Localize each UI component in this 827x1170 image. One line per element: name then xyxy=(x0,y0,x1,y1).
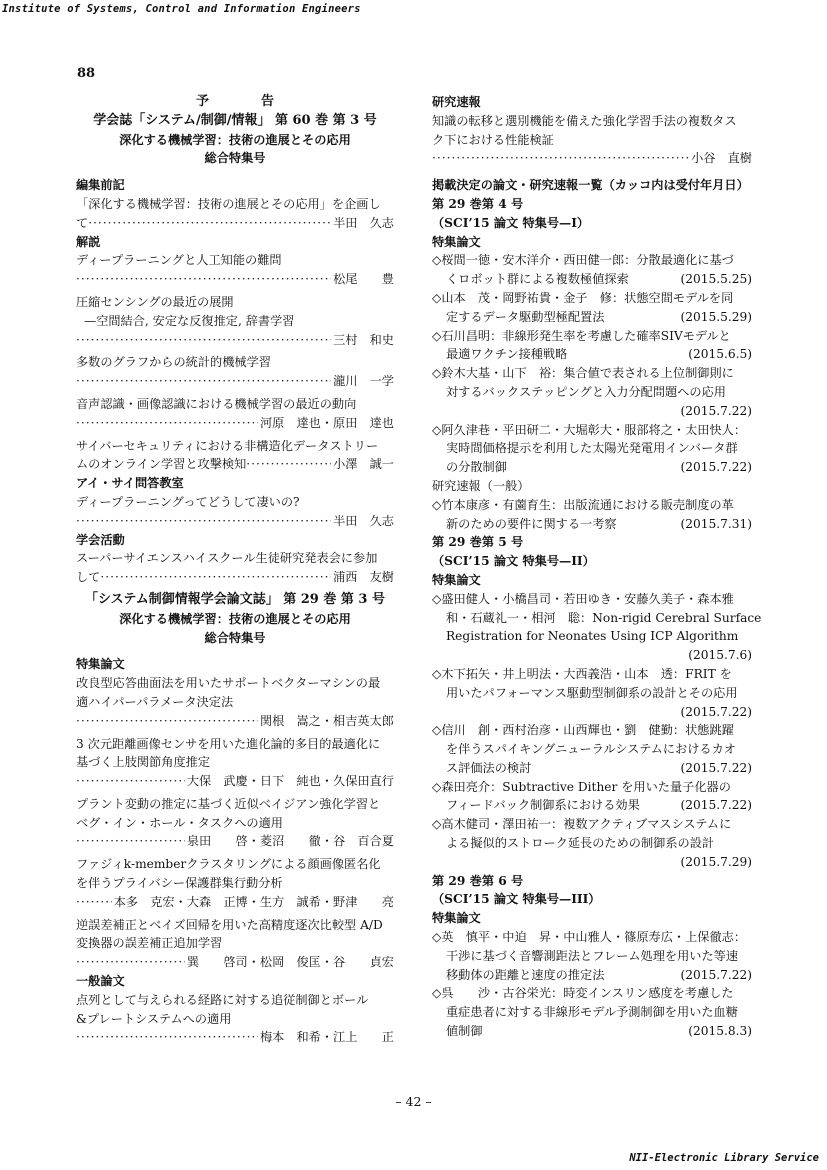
article-title: プラント変動の推定に基づく近似ベイジアン強化学習と xyxy=(76,796,381,811)
paper-line: の分散制御 (2015.7.22) xyxy=(446,458,752,477)
received-date: (2015.7.29) xyxy=(680,854,752,869)
paper-entry xyxy=(432,721,752,777)
paper-entry xyxy=(432,665,752,721)
paper-line: ◇鈴木大基・山下 裕：集合値で表される上位制御則に xyxy=(432,366,734,381)
archive-header: Institute of Systems, Control and Information Engineers xyxy=(2,3,361,15)
section-heading: 特集論文 xyxy=(432,911,481,926)
article-author: 松尾 豊 xyxy=(333,272,394,287)
paper-line: フィードバック制御系における効果 (2015.7.22) xyxy=(446,796,752,815)
volume-heading: 第 29 巻第 6 号 xyxy=(432,873,524,888)
section-heading: 研究速報 xyxy=(432,95,481,109)
paper-line: ◇桜間一徳・安木洋介・西田健一郎：分散最適化に基づ xyxy=(432,253,734,268)
article-entry xyxy=(76,772,394,791)
article-title: て xyxy=(76,215,89,230)
article-entry xyxy=(76,568,394,587)
article-entry xyxy=(76,455,394,474)
article-entry xyxy=(76,893,394,912)
paper-entry xyxy=(432,815,752,871)
article-author: 浦西 友樹 xyxy=(333,570,394,585)
paper-line: 最適ワクチン接種戦略 (2015.6.5) xyxy=(446,345,752,364)
journal-issue-title: 学会誌「システム/制御/情報」 第 60 巻 第 3 号 xyxy=(93,112,377,128)
article-author: 小谷 直樹 xyxy=(691,151,752,166)
article-title: 3 次元距離画像センサを用いた進化論的多目的最適化に xyxy=(76,736,381,751)
article-title: 変換器の誤差補正追加学習 xyxy=(76,936,223,951)
special-issue-title: 深化する機械学習：技術の進展とその応用 xyxy=(119,132,351,147)
article-title: ディープラーニングと人工知能の難問 xyxy=(76,253,282,268)
received-date: (2015.7.6) xyxy=(688,648,752,663)
paper-entry xyxy=(432,251,752,289)
article-entry xyxy=(76,1028,394,1047)
section-heading: 学会活動 xyxy=(76,532,125,547)
paper-line: 新のための要件に関する一考察 (2015.7.31) xyxy=(446,515,752,534)
section-heading: アイ・サイ問答教室 xyxy=(76,476,184,491)
paper-line: ◇高木健司・澤田祐一：複数アクティブマスシステムに xyxy=(432,817,732,832)
accepted-list-title: 掲載決定の論文・研究速報一覧（カッコ内は受付年月日） xyxy=(432,178,749,193)
article-author: 梅本 和希・江上 正 xyxy=(259,1030,394,1045)
paper-line: ◇石川昌明：非線形発生率を考慮した確率SIVモデルと xyxy=(432,328,731,343)
paper-line: 用いたパフォーマンス駆動型制御系の設計とその応用 xyxy=(446,685,738,700)
volume-subheading: （SCI’15 論文 特集号—I） xyxy=(432,215,590,230)
article-title: を伴うプライバシー保護群集行動分析 xyxy=(76,876,283,891)
article-entry xyxy=(76,331,394,350)
article-entry xyxy=(76,712,394,731)
article-entry xyxy=(76,953,394,972)
volume-subheading: （SCI’15 論文 特集号—II） xyxy=(432,554,595,569)
article-title: スーパーサイエンスハイスクール生徒研究発表会に参加 xyxy=(76,551,378,566)
paper-entry xyxy=(432,778,752,816)
article-title: 圧縮センシングの最近の展開 xyxy=(76,294,234,309)
journal-issue-title: 「システム制御情報学会論文誌」 第 29 巻 第 3 号 xyxy=(85,591,385,607)
received-date: (2015.8.3) xyxy=(688,1024,752,1039)
article-title: 基づく上肢関節角度推定 xyxy=(76,755,211,770)
paper-line: ◇信川 創・西村治彦・山西輝也・劉 健勤：状態跳躍 xyxy=(432,723,734,738)
paper-line: くロボット群による複数極値探索 (2015.5.25) xyxy=(446,270,752,289)
received-date: (2015.6.5) xyxy=(688,347,752,362)
paper-entry xyxy=(432,590,762,665)
article-title: して xyxy=(76,570,101,585)
section-heading: 解説 xyxy=(76,234,101,249)
paper-line: を伴うスパイキングニューラルシステムにおけるカオ xyxy=(446,742,736,757)
article-title: ク下における性能検証 xyxy=(432,132,554,147)
received-date: (2015.5.25) xyxy=(680,272,752,287)
paper-line: ◇木下拓矢・井上明法・大西義浩・山本 透：FRIT を xyxy=(432,666,732,681)
paper-entry xyxy=(432,421,752,477)
article-title: 適ハイパーパラメータ決定法 xyxy=(76,694,234,709)
article-author: 本多 克宏・大森 正博・生方 誠希・野津 亮 xyxy=(113,894,394,909)
paper-entry xyxy=(432,928,752,984)
paper-line: 実時間価格提示を利用した太陽光発電用インバータ群 xyxy=(446,441,738,456)
article-title: 改良型応答曲面法を用いたサポートベクターマシンの最 xyxy=(76,676,381,691)
paper-line: ◇英 慎平・中迫 昇・中山雅人・篠原寿広・上保徹志： xyxy=(432,930,747,945)
article-title: 逆誤差補正とベイズ回帰を用いた高精度逐次比較型 A/D xyxy=(76,917,383,932)
paper-line: Registration for Neonates Using ICP Algorithm xyxy=(446,629,739,644)
volume-subheading: （SCI’15 論文 特集号—III） xyxy=(432,892,601,907)
article-author: 巽 啓司・松岡 俊匡・谷 貞宏 xyxy=(186,955,394,970)
received-date: (2015.7.22) xyxy=(680,460,752,475)
article-title: ムのオンライン学習と攻撃検知 xyxy=(76,457,247,472)
received-date: (2015.5.29) xyxy=(680,309,752,324)
special-issue-subtitle: 総合特集号 xyxy=(204,630,266,645)
article-title: 知識の転移と選別機能を備えた強化学習手法の複数タス xyxy=(432,113,737,128)
article-author: 河原 達也・原田 達也 xyxy=(259,415,394,430)
paper-line: 値制御 (2015.8.3) xyxy=(446,1022,752,1041)
article-title: 多数のグラフからの統計的機械学習 xyxy=(76,355,271,370)
article-author: 三村 和史 xyxy=(333,332,394,347)
section-heading: 特集論文 xyxy=(432,234,481,249)
section-heading: 一般論文 xyxy=(76,974,125,989)
article-author: 半田 久志 xyxy=(333,513,394,528)
paper-entry xyxy=(432,364,752,420)
paper-line: 干渉に基づく音響測距法とフレーム処理を用いた等速 xyxy=(446,948,739,963)
article-entry xyxy=(76,512,394,531)
paper-line: ス評価法の検討 (2015.7.22) xyxy=(446,759,752,778)
library-service-footer: NII-Electronic Library Service xyxy=(629,1152,819,1164)
article-entry xyxy=(76,270,394,289)
paper-line: ◇森田亮介：Subtractive Dither を用いた量子化器の xyxy=(432,779,731,794)
paper-line: ◇呉 沙・古谷栄光：時変インスリン感度を考慮した xyxy=(432,986,734,1001)
received-date: (2015.7.22) xyxy=(680,704,752,719)
received-date: (2015.7.22) xyxy=(680,798,752,813)
article-title: 「深化する機械学習：技術の進展とその応用」を企画し xyxy=(76,196,381,211)
paper-entry xyxy=(432,327,752,365)
right-column xyxy=(432,93,762,1041)
article-author: 半田 久志 xyxy=(333,215,394,230)
paper-entry xyxy=(432,984,752,1040)
paper-line: よる擬似的ストローク延長のための制御系の設計 xyxy=(446,836,715,851)
article-author: 瀧川 一学 xyxy=(333,374,394,389)
paper-line: 重症患者に対する非線形モデル予測制御を用いた血糖 xyxy=(446,1005,738,1020)
article-title: ベグ・イン・ホール・タスクへの適用 xyxy=(76,815,283,830)
paper-entry xyxy=(432,289,752,327)
article-entry xyxy=(76,832,394,851)
paper-line: ◇竹本康彦・有薗育生：出版流通における販売制度の革 xyxy=(432,497,734,512)
paper-entry xyxy=(432,496,752,534)
article-entry xyxy=(76,372,394,391)
received-date: (2015.7.22) xyxy=(680,967,752,982)
article-author: 関根 嵩之・相吉英太郎 xyxy=(259,713,394,728)
article-title: 点列として与えられる経路に対する追従制御とボール xyxy=(76,992,369,1007)
article-title: 音声認識・画像認識における機械学習の最近の動向 xyxy=(76,396,357,411)
volume-heading: 第 29 巻第 5 号 xyxy=(432,535,524,550)
paper-line: 対するバックステッピングと入力分配問題への応用 xyxy=(446,384,726,399)
paper-line: 移動体の距離と速度の推定法 (2015.7.22) xyxy=(446,966,752,985)
paper-line: ◇山本 茂・岡野祐貴・金子 修：状態空間モデルを同 xyxy=(432,290,734,305)
volume-heading: 第 29 巻第 4 号 xyxy=(432,196,524,211)
article-title: &プレートシステムへの適用 xyxy=(76,1011,232,1026)
article-entry xyxy=(76,414,394,433)
section-heading: 特集論文 xyxy=(76,657,125,672)
paper-line: ◇盛田健人・小橋昌司・若田ゆき・安藤久美子・森本雅 xyxy=(432,591,734,606)
paper-line: ◇阿久津巷・平田研二・大堀彰大・服部将之・太田快人： xyxy=(432,422,747,437)
section-heading: 特集論文 xyxy=(432,572,481,587)
special-issue-title: 深化する機械学習：技術の進展とその応用 xyxy=(119,611,351,626)
section-heading: 編集前記 xyxy=(76,178,125,193)
article-author: 泉田 啓・菱沼 徹・谷 百合夏 xyxy=(186,834,394,849)
special-issue-subtitle: 総合特集号 xyxy=(204,151,266,166)
received-date: (2015.7.31) xyxy=(680,516,752,531)
article-title: サイバーセキュリティにおける非構造化データストリー xyxy=(76,438,379,453)
article-entry xyxy=(76,214,394,233)
article-subtitle: —空間結合, 安定な反復推定, 辞書学習 xyxy=(84,313,295,328)
left-column xyxy=(76,93,394,1047)
paper-line: 和・石蔵礼一・相河 聡：Non-rigid Cerebral Surface xyxy=(446,610,762,625)
article-title: ファジィk-memberクラスタリングによる顔画像匿名化 xyxy=(76,857,381,872)
paper-line: 定するデータ駆動型極配置法 (2015.5.29) xyxy=(446,308,752,327)
page-number: 88 xyxy=(77,66,96,81)
notice-heading: 予 告 xyxy=(195,94,274,109)
received-date: (2015.7.22) xyxy=(680,760,752,775)
article-author: 大保 武慶・日下 純也・久保田直行 xyxy=(186,774,394,789)
article-entry xyxy=(432,149,752,168)
section-heading: 研究速報（一般） xyxy=(432,478,530,493)
footer-page-number: – 42 – xyxy=(395,1094,432,1109)
received-date: (2015.7.22) xyxy=(680,403,752,418)
article-author: 小澤 誠一 xyxy=(333,457,394,472)
article-title: ディープラーニングってどうして凄いの? xyxy=(76,494,300,509)
